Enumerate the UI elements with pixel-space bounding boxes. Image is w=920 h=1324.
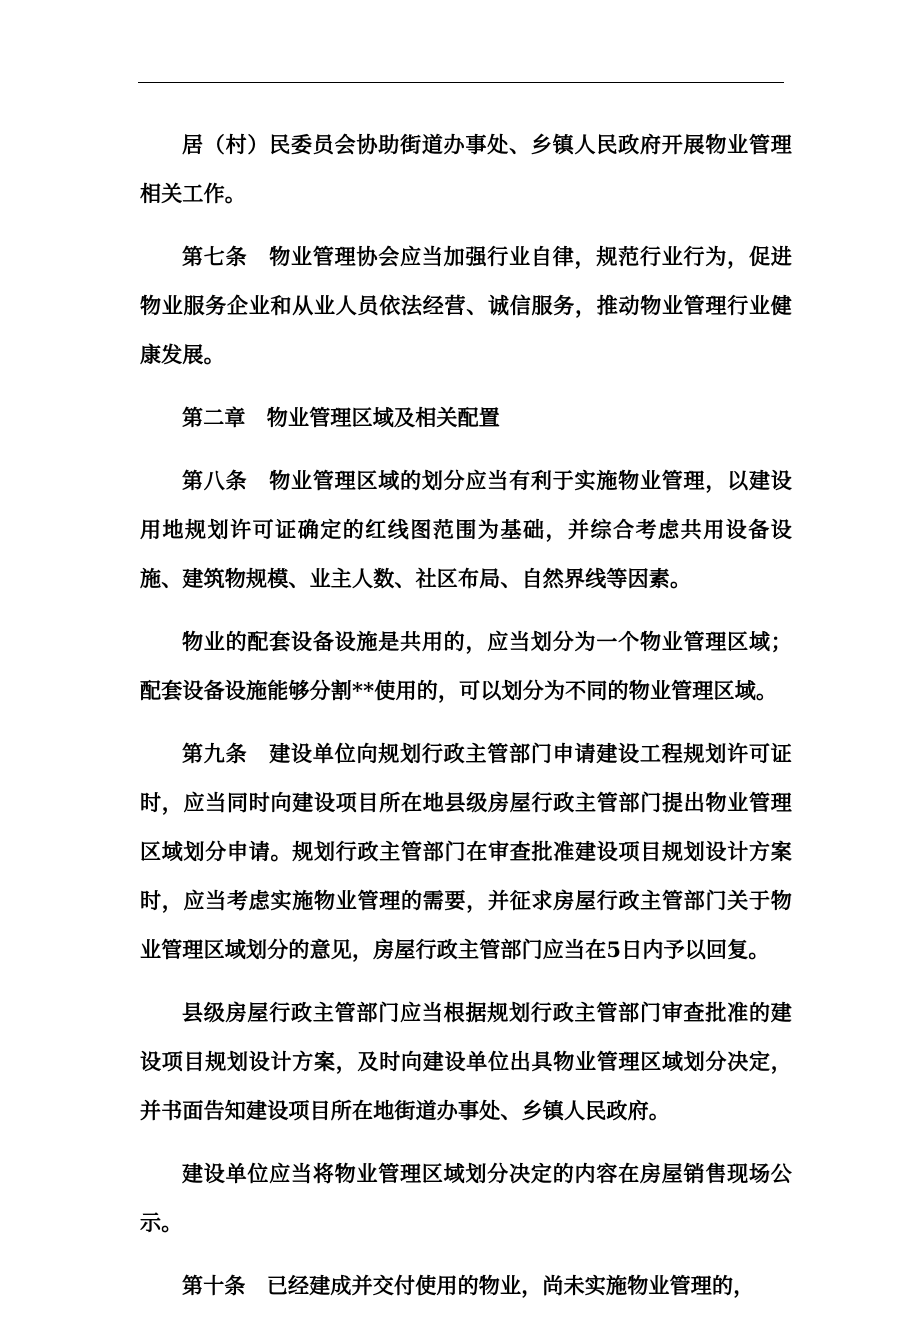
chapter-heading: 第二章 物业管理区域及相关配置 xyxy=(182,405,500,430)
header-rule xyxy=(138,82,784,83)
document-body xyxy=(140,120,792,1324)
paragraph: 第八条 物业管理区域的划分应当有利于实施物业管理，以建设用地规划许可证确定的红线图范围为基础，并综合考虑共用设备设施、建筑物规模、业主人数、社区布局、自然界线等因素。 xyxy=(140,468,792,591)
paragraph: 建设单位应当将物业管理区域划分决定的内容在房屋销售现场公示。 xyxy=(140,1161,792,1235)
paragraph: 第七条 物业管理协会应当加强行业自律，规范行业行为，促进物业服务企业和从业人员依法经营、诚信服务，推动物业管理行业健康发展。 xyxy=(140,244,792,367)
paragraph: 居（村）民委员会协助街道办事处、乡镇人民政府开展物业管理相关工作。 xyxy=(140,132,792,206)
paragraph: 第九条 建设单位向规划行政主管部门申请建设工程规划许可证时，应当同时向建设项目所在地县级房屋行政主管部门提出物业管理区域划分申请。规划行政主管部门在审查批准建设项目规划设计方案时，应当考虑实施物业管理的需要，并征求房屋行政主管部门关于物业管理区域划分的意见，房屋行政主管部门应当在5日内予以回复。 xyxy=(140,741,792,962)
paragraph: 物业的配套设备设施是共用的，应当划分为一个物业管理区域；配套设备设施能够分割**使用的，可以划分为不同的物业管理区域。 xyxy=(140,629,792,703)
paragraph: 县级房屋行政主管部门应当根据规划行政主管部门审查批准的建设项目规划设计方案，及时向建设单位出具物业管理区域划分决定，并书面告知建设项目所在地街道办事处、乡镇人民政府。 xyxy=(140,1000,792,1123)
paragraph: 第十条 已经建成并交付使用的物业，尚未实施物业管理的， xyxy=(182,1273,755,1298)
